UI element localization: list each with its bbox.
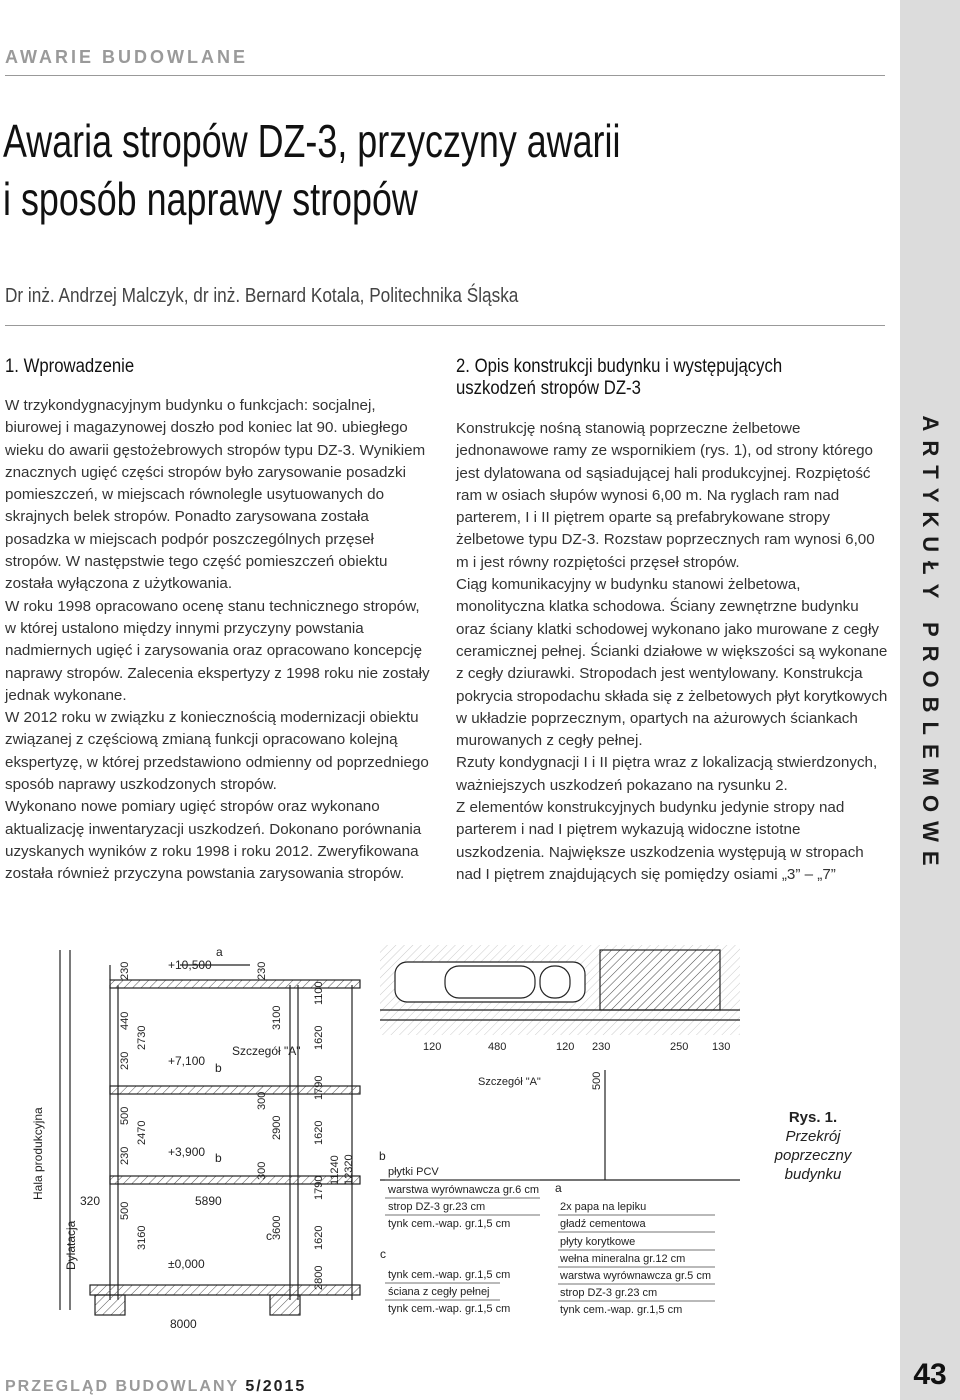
dimension: 11240	[329, 1155, 341, 1185]
legend-lines	[385, 1180, 715, 1301]
marker: b	[215, 1061, 222, 1075]
dimension: 2900	[271, 1115, 283, 1140]
dimension: 250	[670, 1041, 689, 1053]
caption-text: Przekrój poprzeczny budynku	[774, 1128, 852, 1183]
dimension: 1100	[313, 981, 325, 1005]
detail-a-dimensions	[423, 1041, 730, 1090]
authors: Dr inż. Andrzej Malczyk, dr inż. Bernard Kotala, Politechnika Śląska	[5, 285, 519, 307]
level-label: +3,900	[168, 1145, 206, 1159]
legend-item: tynk cem.-wap. gr.1,5 cm	[560, 1304, 683, 1316]
dimension: 2800	[313, 1265, 325, 1290]
dimension: 230	[592, 1041, 611, 1053]
expansion-joint-label: Dylatacja	[64, 1220, 78, 1270]
dimension: 300	[256, 1091, 268, 1110]
detail-label: Szczegół "A"	[478, 1076, 541, 1088]
dimension: 440	[119, 1011, 131, 1030]
section-2-heading-line-1: 2. Opis konstrukcji budynku i występujących	[456, 356, 783, 377]
section-1-heading: 1. Wprowadzenie	[5, 356, 135, 377]
paragraph: Ciąg komunikacyjny w budynku stanowi żelbetowa, monolityczna klatka schodowa. Ściany zewnętrzne budynku oraz ściany klatki schodowej wykonano jako murowane z cegły ceramicznej pełnej. Ścianki działowe w większości są wykonane z cegły dziurawki. Stropodach jest wentylowany. Konstrukcja pokrycia stropodachu składa się z żelbetowych płyt korytkowych w układzie poprzecznym, opartych na ażurowych ściankach murowanych z cegły pełnej.	[456, 576, 888, 750]
marker: b	[215, 1151, 222, 1165]
paragraph: Konstrukcję nośną stanowią poprzeczne żelbetowe jednonawowe ramy ze wspornikiem (rys. 1), od strony którego jest dylatowana od sąsiadującej hali produkcyjnej. Rozpiętość ram w osiach słupów wynosi 6,00 m. Na ryglach ram nad parterem, I i II piętrem oparte są prefabrykowane stropy żelbetowe typu DZ-3. Rozstaw poprzecznych ram wynosi 6,00 m i jest równy rozpiętości przęseł stropów.	[456, 420, 875, 571]
dimension: 500	[119, 1106, 131, 1125]
dimension: 1620	[313, 1225, 325, 1250]
legend-item: strop DZ-3 gr.23 cm	[560, 1287, 658, 1299]
legend-item: tynk cem.-wap. gr.1,5 cm	[388, 1218, 511, 1230]
paragraph: Z elementów konstrukcyjnych budynku jedynie stropy nad parterem i nad I piętrem wykazują widoczne istotne uszkodzenia. Największe uszkodzenia występują w stropach nad I piętrem znajdujących się pomiędzy osiami „3” – „7”	[456, 799, 864, 883]
paragraph: W 2012 roku w związku z koniecznością modernizacji obiektu związanej z częściową zmianą funkcji opracowano kolejną ekspertyzę, w której przedstawiono odmienny od poprzedniego sposób naprawy uszkodzonych stropów.	[5, 709, 429, 794]
dimension: 230	[119, 1051, 131, 1070]
section-2-heading	[456, 356, 836, 400]
hall-label: Hala produkcyjna	[31, 1107, 45, 1200]
vertical-dimensions	[31, 962, 355, 1290]
paragraph: Rzuty kondygnacji I i II piętra wraz z lokalizacją stwierdzonych, ważniejszych uszkodzeń pokazano na rysunku 2.	[456, 754, 878, 794]
legend-item: strop DZ-3 gr.23 cm	[388, 1201, 486, 1213]
dimension: 1790	[313, 1175, 325, 1200]
paragraph: W trzykondygnacyjnym budynku o funkcjach: socjalnej, biurowej i magazynowej doszło pod koniec lat 90. ubiegłego wieku do awarii gęstożebrowych stropów typu DZ-3. Wynikiem znacznych ugięć części stropów było zarysowanie posadzki pomieszczeń, w miejscach równolegle usytuowanych do skrajnych belek stropów. Ponadto zarysowana została posadzka w miejscach podpór poszczególnych przęseł stropów. W następstwie tego część pomieszczeń obiektu została wyłączona z użytkowania.	[5, 397, 426, 593]
article-title	[3, 112, 877, 228]
footer	[5, 1378, 306, 1396]
dimension: 2730	[136, 1025, 148, 1050]
detail-a	[380, 945, 740, 1180]
journal-name: PRZEGLĄD BUDOWLANY	[5, 1378, 239, 1395]
dimension: 480	[488, 1041, 507, 1053]
dimension: 230	[119, 961, 131, 980]
legend-item: warstwa wyrównawcza gr.5 cm	[560, 1270, 711, 1282]
level-marks	[80, 958, 301, 1331]
marker: a	[555, 1181, 562, 1195]
dimension: 2470	[136, 1120, 148, 1145]
dimension: 500	[591, 1071, 603, 1090]
dimension: 120	[423, 1041, 442, 1053]
top-divider	[5, 75, 885, 76]
marker: a	[216, 945, 223, 959]
dimension: 3100	[271, 1005, 283, 1030]
caption-label: Rys. 1.	[788, 1109, 838, 1126]
page-number: 43	[913, 1358, 947, 1391]
dimension: 12320	[343, 1154, 355, 1185]
layer-legend	[387, 1166, 711, 1316]
section-label: AWARIE BUDOWLANE	[5, 47, 248, 67]
legend-item: tynk cem.-wap. gr.1,5 cm	[388, 1269, 511, 1281]
legend-item: 2x papa na lepiku	[560, 1201, 647, 1213]
legend-item: warstwa wyrównawcza gr.6 cm	[388, 1184, 539, 1196]
dimension: 230	[256, 961, 268, 980]
level-label: +10,500	[168, 958, 212, 972]
section-2-heading-line-2: uszkodzeń stropów DZ-3	[456, 378, 641, 399]
title-line-1: Awaria stropów DZ-3, przyczyny awarii	[3, 115, 621, 167]
dimension: 500	[119, 1201, 131, 1220]
dimension: 3160	[136, 1225, 148, 1250]
dimension: 120	[556, 1041, 575, 1053]
title-line-2: i sposób naprawy stropów	[3, 173, 418, 225]
legend-item: tynk cem.-wap. gr.1,5 cm	[388, 1303, 511, 1315]
detail-label: Szczegół "A"	[232, 1044, 301, 1058]
figure-caption	[758, 1108, 868, 1184]
marker: c	[380, 1247, 386, 1261]
column-left	[5, 356, 433, 886]
issue-number: 5/2015	[245, 1378, 307, 1395]
dimension: 130	[712, 1041, 731, 1053]
legend-item: wełna mineralna gr.12 cm	[560, 1253, 686, 1265]
marker: c	[266, 1229, 272, 1243]
dimension: 1790	[313, 1075, 325, 1100]
marker: b	[379, 1149, 386, 1163]
side-tab-label: ARTYKUŁY PROBLEMOWE	[918, 415, 943, 875]
legend-item: płyty korytkowe	[560, 1236, 636, 1248]
dimension: 1620	[313, 1025, 325, 1050]
authors-divider	[5, 325, 885, 326]
dimension: 8000	[170, 1317, 197, 1331]
legend-item: gładź cementowa	[560, 1218, 646, 1230]
legend-item: płytki PCV	[388, 1166, 439, 1178]
dimension: 320	[80, 1194, 101, 1208]
dimension: 5890	[195, 1194, 222, 1208]
dimension: 230	[119, 1146, 131, 1165]
level-label: ±0,000	[168, 1257, 205, 1271]
dimension: 3600	[271, 1215, 283, 1240]
dimension: 1620	[313, 1120, 325, 1145]
column-right	[456, 356, 888, 886]
dimension: 300	[256, 1161, 268, 1180]
level-label: +7,100	[168, 1054, 206, 1068]
paragraph: W roku 1998 opracowano ocenę stanu technicznego stropów, w której ustalono między innymi przyczyny powstania nadmiernych ugięć i zarysowania oraz opracowano koncepcję naprawy stropów. Zalecenia ekspertyzy z 1998 roku nie zostały jednak wykonane.	[5, 597, 430, 704]
paragraph: Wykonano nowe pomiary ugięć stropów oraz wykonano aktualizację inwentaryzacji uszkodzeń. Dokonano porównania uzyskanych wyników z roku 1998 i roku 2012. Zweryfikowana została również przyczyna powstania zarysowania stropów.	[5, 798, 422, 883]
legend-item: ściana z cegły pełnej	[388, 1286, 490, 1298]
